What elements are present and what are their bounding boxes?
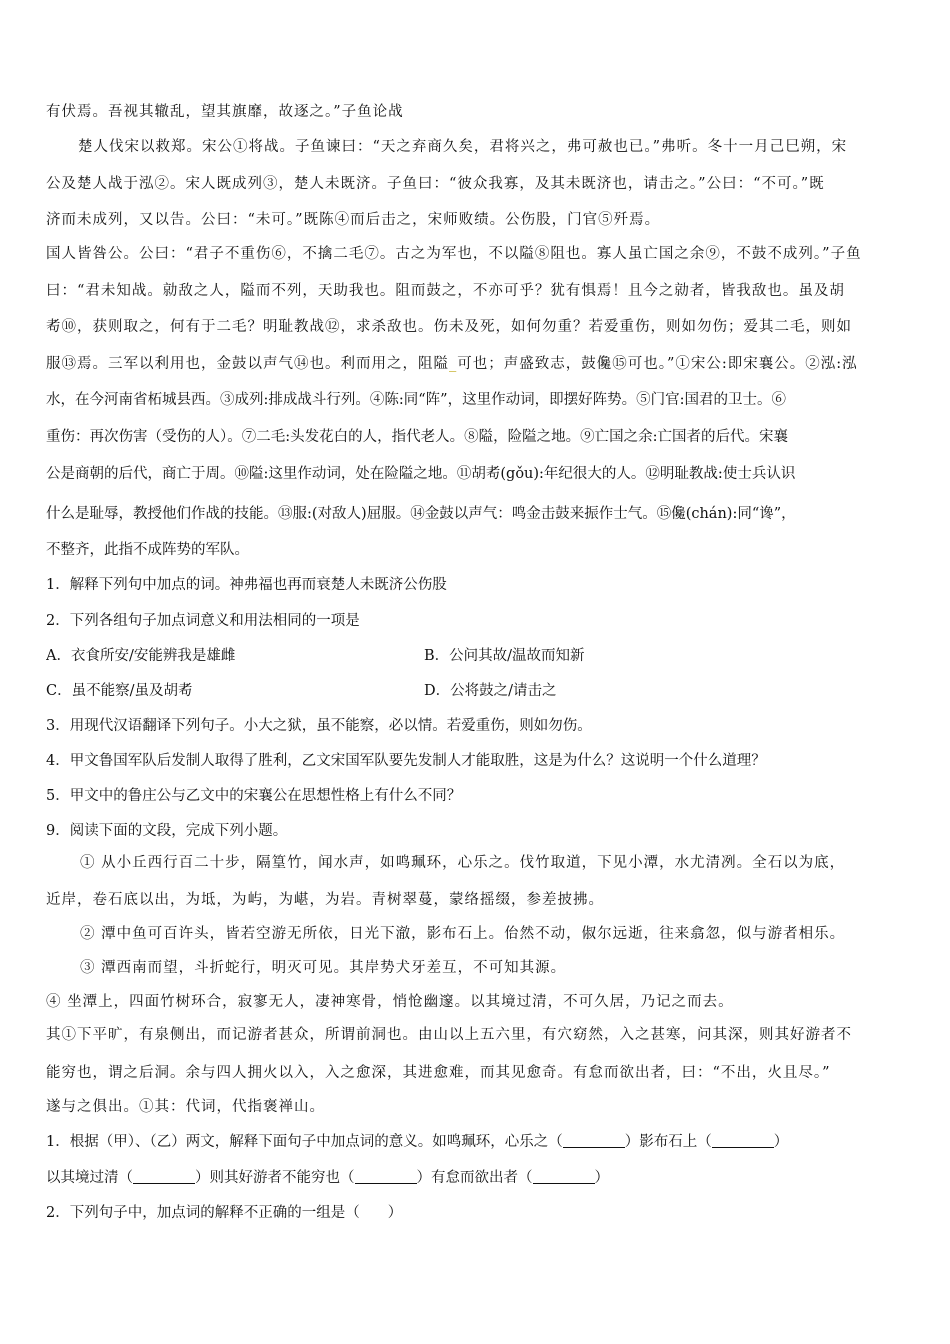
q1-text: ）有怠而欲出者（ [416,1170,533,1186]
q1-text: 以其境过清（ [46,1170,133,1186]
option-d[interactable]: D．公将鼓之/请击之 [424,683,557,699]
text-b-line-5: 曰：“君未知战。勍敌之人，隘而不列，天助我也。阻而鼓之，不亦可乎？犹有惧焉！且今之勍者，皆我敌也。虽及胡 [46,283,845,299]
options-row-cd [46,681,906,701]
question-9-1-cont [46,1168,906,1188]
q1-text: ）则其好游者不能穷也（ [195,1170,355,1186]
q1-text: 1．根据（甲）、（乙）两文，解释下面句子中加点词的意义。如鸣珮环，心乐之（ [46,1134,563,1150]
passage-p1-line-2: 近岸，卷石底以出，为坻，为屿，为嵁，为岩。青树翠蔓，蒙络摇缀，参差披拂。 [46,892,604,908]
note-line-1: 水，在今河南省柘城县西。③成列:排成战斗行列。④陈:同“阵”，这里作动词，即摆好阵势。⑤门官:国君的卫士。⑥ [46,392,786,408]
question-2: 2．下列各组句子加点词意义和用法相同的一项是 [46,613,360,629]
text-b-line-1: 楚人伐宋以救郑。宋公①将战。子鱼谏曰：“天之弃商久矣，君将兴之，弗可赦也已。”弗听。冬十一月己巳朔，宋 [78,139,848,155]
question-9-2 [46,1203,906,1223]
question-1: 1．解释下列句中加点的词。神弗福也再而衰楚人未既济公伤股 [46,577,447,593]
option-b[interactable]: B．公问其故/温故而知新 [424,648,585,664]
passage-p3: ③ 潭西南而望，斗折蛇行，明灭可见。其岸势犬牙差互，不可知其源。 [80,960,567,976]
q2-text: ） [387,1205,403,1221]
note-line-5: 不整齐，此指不成阵势的军队。 [46,542,249,558]
note-line-2: 重伤：再次伤害（受伤的人）。⑦二毛:头发花白的人，指代老人。⑧隘，险隘之地。⑨亡国之余:亡国者的后代。宋襄 [46,429,789,445]
answer-blank-1[interactable] [563,1133,625,1148]
text-b-line-7a: 服⑬焉。三军以利用也，金鼓以声气⑭也。利而用之，阻隘 [46,356,449,372]
text-b-line-6: 耇⑩，获则取之，何有于二毛？明耻教战⑫，求杀敌也。伤未及死，如何勿重？若爱重伤，则如勿伤；爱其二毛，则如 [46,319,852,335]
question-3: 3．用现代汉语翻译下列句子。小大之狱，虽不能察，必以情。若爱重伤，则如勿伤。 [46,718,592,734]
question-5: 5．甲文中的鲁庄公与乙文中的宋襄公在思想性格上有什么不同？ [46,788,462,804]
text-b-line-2: 公及楚人战于泓②。宋人既成列③，楚人未既济。子鱼曰：“彼众我寡，及其未既济也，请击之。”公曰：“不可。”既 [46,176,825,192]
answer-blank-2[interactable] [712,1133,774,1148]
section-9-heading: 9．阅读下面的文段，完成下列小题。 [46,823,288,839]
q2-text: 2．下列句子中，加点词的解释不正确的一组是（ [46,1205,360,1221]
passage-p4: ④ 坐潭上，四面竹树环合，寂寥无人，凄神寒骨，悄怆幽邃。以其境过清，不可久居，乃记之而去。 [46,994,734,1010]
highlight-mark: _ [449,356,458,372]
text-a-line: 有伏焉。吾视其辙乱，望其旗靡，故逐之。”子鱼论战 [46,104,404,120]
options-row-ab [46,646,906,666]
passage-b-line-2: 能穷也，谓之后洞。余与四人拥火以入，入之愈深，其进愈难，而其见愈奇。有怠而欲出者，曰：“不出，火且尽。” [46,1065,831,1081]
text-b-line-7 [46,354,906,374]
passage-p2: ② 潭中鱼可百许头，皆若空游无所依，日光下澈，影布石上。佁然不动，俶尔远逝，往来翕忽，似与游者相乐。 [80,926,846,942]
q1-text: ） [773,1134,789,1150]
q1-text: ）影布石上（ [624,1134,712,1150]
answer-blank-4[interactable] [355,1169,417,1184]
answer-blank-3[interactable] [133,1169,195,1184]
option-a[interactable]: A．衣食所安/安能辨我是雄雌 [46,648,236,664]
passage-b-line-1: 其①下平旷，有泉侧出，而记游者甚众，所谓前洞也。由山以上五六里，有穴窈然，入之甚寒，问其深，则其好游者不 [46,1027,852,1043]
answer-blank-5[interactable] [533,1169,595,1184]
passage-p1-line-1: ① 从小丘西行百二十步，隔篁竹，闻水声，如鸣珮环，心乐之。伐竹取道，下见小潭，水尤清冽。全石以为底， [80,855,846,871]
question-9-1 [46,1132,906,1152]
passage-b-line-3: 遂与之俱出。①其：代词，代指褒禅山。 [46,1099,325,1115]
note-line-3: 公是商朝的后代，商亡于周。⑩隘:这里作动词，处在险隘之地。⑪胡耇(gǒu):年纪很大的人。⑫明耻教战:使士兵认识 [46,466,796,482]
q1-text: ） [594,1170,609,1186]
option-c[interactable]: C．虽不能察/虽及胡耇 [46,683,193,699]
note-line-4: 什么是耻辱，教授他们作战的技能。⑬服:(对敌人)屈服。⑭金鼓以声气：鸣金击鼓来振作士气。⑮儳(chán):同“谗”， [46,506,796,522]
question-4: 4．甲文鲁国军队后发制人取得了胜利，乙文宋国军队要先发制人才能取胜，这是为什么？这说明一个什么道理？ [46,753,766,769]
text-b-line-3: 济而未成列，又以告。公曰：“未可。”既陈④而后击之，宋师败绩。公伤股，门官⑤歼焉。 [46,212,661,228]
text-b-line-4: 国人皆咎公。公曰：“君子不重伤⑥，不擒二毛⑦。古之为军也，不以隘⑧阻也。寡人虽亡国之余⑨，不鼓不成列。”子鱼 [46,246,862,262]
text-b-line-7b: 可也；声盛致志，鼓儳⑮可也。”①宋公:即宋襄公。②泓:泓 [457,356,858,372]
